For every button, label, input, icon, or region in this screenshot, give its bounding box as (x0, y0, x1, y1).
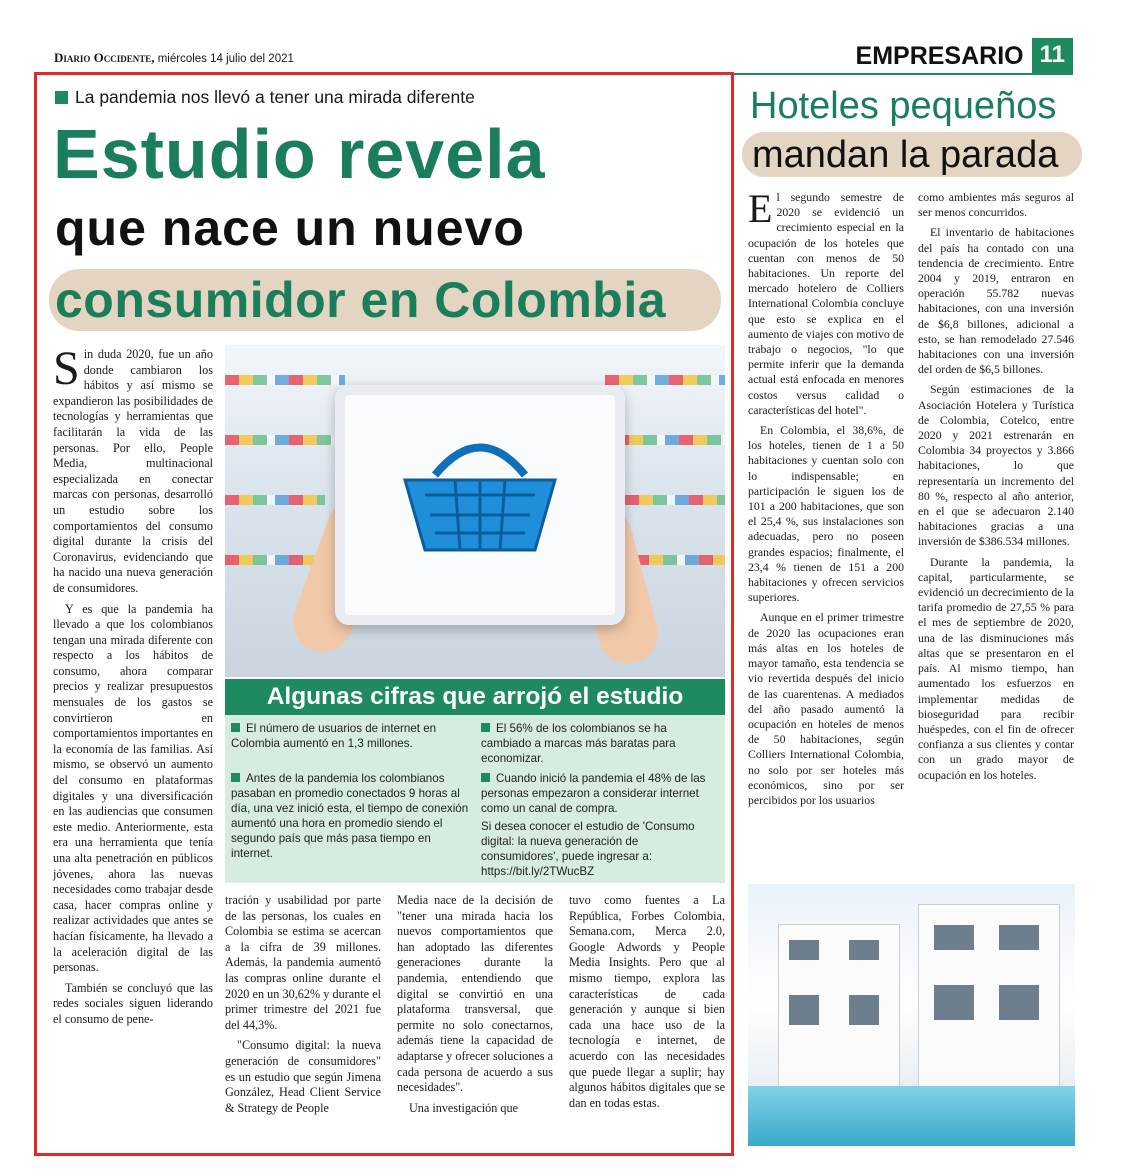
bullet-icon (481, 773, 490, 782)
article-paragraph: Aunque en el primer trimestre de 2020 las ocupaciones eran más altas en los hoteles de mayor tamaño, esta tendencia se vio revertida después del inicio de las cuarentenas. A mediados del año pasado aumentó la ocupación en hoteles de menos de 50 habitaciones, según Colliers International Colombia, no solo por ser hoteles más económicos, sino por ser percibidos por los usuarios (748, 610, 904, 807)
shelf-decoration (625, 495, 725, 505)
side-column-b (918, 190, 1074, 788)
shelf-decoration (605, 375, 725, 385)
article-paragraph: En Colombia, el 38,6%, de los hoteles, tienen de 1 a 50 habitaciones y cuentan solo con lo indispensable; en participación le siguen los de 101 a 200 habitaciones, que son el 25,4 %, sus instalaciones son adecuadas, pero no poseen grandes espacios; finalmente, el 23,4 % tienen de 151 a 200 habitaciones y ofrecen servicios superiores. (748, 423, 904, 605)
headline-line-2: que nace un nuevo (55, 200, 525, 256)
headline-line-3-highlight (49, 269, 721, 331)
drop-cap: E (748, 186, 773, 231)
stats-box-title: Algunas cifras que arrojó el estudio (225, 679, 725, 715)
hotel-photo (748, 884, 1075, 1146)
shelf-decoration (615, 435, 725, 445)
window (849, 995, 879, 1025)
article-paragraph: "Consumo digital: la nueva generación de consumidores" es un estudio que según Jimena González, Head Client Service & Strategy de People (225, 1038, 381, 1115)
stat-text: Cuando inició la pandemia el 48% de las personas empezaron a considerar internet como un canal de compra. (481, 772, 706, 815)
stat-text: El número de usuarios de internet en Colombia aumentó en 1,3 millones. (231, 722, 437, 750)
tablet-device (335, 385, 625, 625)
bullet-icon (481, 723, 490, 732)
article-paragraph: Y es que la pandemia ha llevado a que los colombianos tengan una mirada diferente con respecto a los hábitos de consumo, ahora comparar precios y realizar presupuestos mensuales de los gastos se convirtieron en comportamientos importantes en la economía de las familias. Así mismo, se observó un aumento del consumo en plataformas digitales y una diversificación en las audiencias que consumen este medio. Anteriormente, esta era una herramienta que tenía una alta penetración en públicos jóvenes, ahora las nuevas necesidades como trabajar desde casa, hacer compras online y realizar actividades que antes se hacían físicamente, ha llevado a la aceleración digital de las personas. (53, 601, 213, 975)
article-paragraph: tración y usabilidad por parte de las personas, los cuales en Colombia se estima se acercan a la cifra de 39 millones. Además, la pandemia aumentó las compras online durante el 2020 en un 30,62% y durante el primer trimestre del 2021 fue del 44,3%. (225, 893, 381, 1032)
shelf-decoration (225, 555, 315, 565)
article-paragraph: Durante la pandemia, la capital, particularmente, se evidenció un decrecimiento de la tarifa promedio de 27,55 % para el mes de septiembre de 2020, una de las disminuciones más altas que se presentaron en el país. Al mismo tiempo, han aumentado los esfuerzos en implementar medidas de bioseguridad para recibir huéspedes, con el fin de ofrecer confianza a sus clientes y contar con un grado mayor de ocupación en los hoteles. (918, 554, 1074, 782)
shelf-decoration (225, 435, 335, 445)
stat-item (481, 819, 719, 879)
stat-text: El 56% de los colombianos se ha cambiado a marcas más baratas para economizar. (481, 722, 676, 765)
side-column-a (748, 186, 904, 813)
masthead-right (856, 38, 1073, 74)
paragraph-text: l segundo semestre de 2020 se evidenció un crecimiento especial en la ocupación de los hoteles que cuentan con menos de 50 habitaciones. Un reporte del mercado hotelero de Colliers International Colombia concluye que esto se explica en el aumento de viajes con motivo de trabajo o negocios, "lo que permite inferir que la demanda actual está enfocada en menores costos versus calidad o características del hotel". (748, 190, 904, 417)
window (999, 925, 1039, 950)
article-paragraph: Media nace de la decisión de "tener una mirada hacia los nuevos comportamientos que han adoptado las diferentes generaciones durante la pandemia, entendiendo que digital se convirtió en una plataforma transversal, que permite no solo conectarnos, además tiene la capacidad de adaptarse y ofrecer soluciones a cada persona de acuerdo a sus necesidades". (397, 893, 553, 1095)
supermarket-tablet-photo (225, 345, 725, 677)
headline-line-3: consumidor en Colombia (55, 272, 667, 328)
window (789, 995, 819, 1025)
stat-link-text: Si desea conocer el estudio de 'Consumo digital: la nueva generación de consumidores', puede ingresar a: https://bit.ly/2TWucBZ (481, 820, 695, 878)
stat-item (231, 721, 469, 751)
window (934, 925, 974, 950)
window (789, 940, 819, 960)
newspaper-brand: Diario Occidente, (54, 50, 155, 65)
stats-box (225, 715, 725, 883)
drop-cap: S (53, 342, 80, 395)
headline-line-1: Estudio revela (53, 115, 546, 193)
bullet-icon (231, 773, 240, 782)
section-name: EMPRESARIO (855, 42, 1024, 70)
main-article-frame (34, 72, 734, 1156)
swimming-pool (748, 1086, 1075, 1146)
shopping-basket-icon (395, 435, 565, 555)
article-kicker (55, 87, 475, 108)
article-column-1 (53, 342, 213, 1033)
article-paragraph: tuvo como fuentes a La República, Forbes Colombia, Semana.com, Merca 2.0, Google Adwords y People Media Insights. Pero que al mismo tiempo, explora las características de cada generación y aunque si bien cada una hace uso de la tecnología e internet, de acuerdo con las necesidades que puede llegar a suplir; hay algunos hábitos digitales que se dan en todas estas. (569, 893, 725, 1110)
stat-text: Antes de la pandemia los colombianos pasaban en promedio conectados 9 horas al día, una vez inició esta, el tiempo de conexión aumentó una hora en promedio siendo el segundo país que más pasa tiempo en internet. (231, 772, 469, 860)
window (999, 985, 1039, 1020)
article-paragraph (53, 342, 213, 597)
window (934, 985, 974, 1020)
stat-item (231, 771, 469, 861)
stat-item (481, 771, 719, 816)
article-paragraph: También se concluyó que las redes sociales siguen liderando el consumo de pene- (53, 980, 213, 1026)
side-headline-line-2: mandan la parada (752, 134, 1059, 176)
shelf-decoration (225, 375, 345, 385)
page-number: 11 (1032, 38, 1073, 74)
paragraph-text: in duda 2020, fue un año donde cambiaron los hábitos y así mismo se expandieron las posibilidades de tecnologías y herramientas que facilitarán la vida de las personas. Por ello, People Media, multinacional especializada en conectar marcas con personas, desarrolló un estudio sobre los comportamientos del consumo digital durante la crisis del Coronavirus, evidenciando que ha nacido una nueva generación de consumidores. (53, 347, 213, 595)
bullet-icon (231, 723, 240, 732)
masthead-left (54, 50, 294, 66)
article-column-3 (397, 893, 553, 1121)
kicker-bullet-icon (55, 91, 68, 104)
article-paragraph (748, 186, 904, 418)
article-column-4 (569, 893, 725, 1116)
shelf-decoration (635, 555, 725, 565)
side-headline-line-1: Hoteles pequeños (750, 85, 1057, 127)
article-paragraph: El inventario de habitaciones del país ha contado con una tendencia de crecimiento. Entre 2004 y 2019, entraron en operación 55.782 nuevas habitaciones, con una inversión de $6,8 billones, adicional a esto, se han remodelado 27.546 habitaciones con una inversión del orden de $6,5 billones. (918, 225, 1074, 377)
hotel-building (778, 924, 900, 1096)
article-paragraph: Una investigación que (409, 1100, 518, 1115)
kicker-text: La pandemia nos llevó a tener una mirada diferente (75, 87, 475, 107)
hotel-building (918, 904, 1060, 1096)
window (849, 940, 879, 960)
shelf-decoration (225, 495, 325, 505)
article-paragraph: Según estimaciones de la Asociación Hotelera y Turística de Colombia, Cotelco, entre 2020 y 2021 estrenarán en Colombia 34 proyectos y 3.866 habitaciones, lo que representaría un incremento del 80 %, respecto al año anterior, en el que se adecuaron 2.140 habitaciones gracias a una inversión de $386.534 millones. (918, 382, 1074, 549)
article-column-2 (225, 893, 381, 1121)
article-paragraph: como ambientes más seguros al ser menos concurridos. (918, 190, 1074, 220)
issue-date: miércoles 14 julio del 2021 (157, 53, 294, 65)
stat-item (481, 721, 719, 766)
